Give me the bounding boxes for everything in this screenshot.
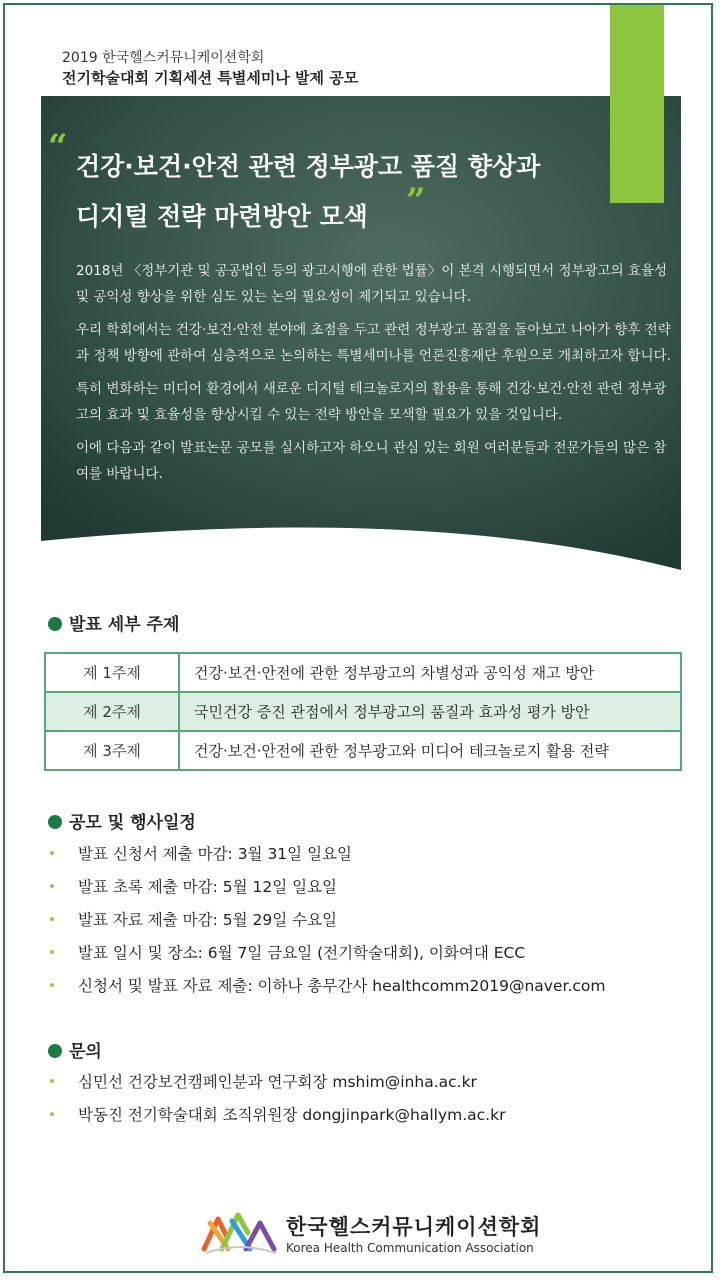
section-contact-heading [48,1037,102,1062]
section-bullet-icon [48,1044,62,1058]
association-logo [200,1205,540,1265]
topic-text: 국민건강 증진 관점에서 정부광고의 품질과 효과성 평가 방안 [179,692,681,731]
table-row [45,731,681,770]
bullet-icon: • [48,913,56,928]
section-bullet-icon [48,815,62,829]
list-item: • 발표 자료 제출 마감: 5월 29일 수요일 [48,904,605,937]
intro-paragraph: 이에 다음과 같이 발표논문 공모를 실시하고자 하오니 관심 있는 회원 여러분들과 전문가들의 많은 참여를 바랍니다. [76,440,667,482]
table-row [45,692,681,731]
topic-text: 건강·보건·안전에 관한 정부광고와 미디어 테크놀로지 활용 전략 [179,731,681,770]
header-event-title: 전기학술대회 기획세션 특별세미나 발제 공모 [62,69,359,87]
intro-paragraph: 2018년 〈정부기관 및 공공법인 등의 광고시행에 관한 법률〉이 본격 시행되면서 정부광고의 효율성 및 공익성 향상을 위한 심도 있는 논의 필요성이 제기되고 있습니다. [76,263,668,305]
section-contact-label: 문의 [69,1042,102,1062]
list-item: • 심민선 건강보건캠페인분과 연구회장 mshim@inha.ac.kr [48,1066,505,1099]
topic-text: 건강·보건·안전에 관한 정부광고의 차별성과 공익성 재고 방안 [179,653,681,692]
bullet-icon: • [48,1075,56,1090]
section-bullet-icon [48,617,62,631]
bullet-icon: • [48,979,56,994]
list-item: • 발표 일시 및 장소: 6월 7일 금요일 (전기학술대회), 이화여대 ECC [48,937,605,970]
list-item: • 발표 신청서 제출 마감: 3월 31일 일요일 [48,838,605,871]
header-society-name: 2019 한국헬스커뮤니케이션학회 [62,50,265,66]
section-topics-label: 발표 세부 주제 [69,615,180,635]
main-title-line1: 건강·보건·안전 관련 정부광고 품질 향상과 [76,152,541,181]
intro-paragraph: 우리 학회에서는 건강·보건·안전 분야에 초점을 두고 관련 정부광고 품질을 돌아보고 나아가 향후 전략과 정책 방향에 관하여 심층적으로 논의하는 특별세미나를 언론진흥재단 후원으로 개최하고자 합니다. [76,322,671,364]
topics-table [44,652,682,771]
bullet-icon: • [48,1108,56,1123]
logo-mark-icon [200,1205,280,1257]
intro-paragraph: 특히 변화하는 미디어 환경에서 새로운 디지털 테크놀로지의 활용을 통해 건강·보건·안전 관련 정부광고의 효과 및 효율성을 향상시킬 수 있는 전략 방안을 모색할 필요가 있을 것입니다. [76,381,667,423]
main-title-line2: 디지털 전략 마련방안 모색 [76,202,368,231]
list-item: • 발표 초록 제출 마감: 5월 12일 일요일 [48,871,605,904]
list-item: • 박동진 전기학술대회 조직위원장 dongjinpark@hallym.ac.kr [48,1099,505,1132]
section-schedule-heading [48,808,196,833]
schedule-list [48,838,605,1003]
list-item: • 신청서 및 발표 자료 제출: 이하나 총무간사 healthcomm2019@naver.com [48,970,605,1003]
topic-label: 제 2주제 [45,692,179,731]
intro-text [76,258,672,494]
topic-label: 제 3주제 [45,731,179,770]
bullet-icon: • [48,847,56,862]
main-title [76,142,636,242]
topic-label: 제 1주제 [45,653,179,692]
logo-name-korean: 한국헬스커뮤니케이션학회 [286,1215,542,1239]
section-schedule-label: 공모 및 행사일정 [69,813,196,833]
close-quote-mark: ” [406,181,426,221]
section-topics-heading [48,610,179,635]
logo-name-english: Korea Health Communication Association [286,1241,534,1255]
bullet-icon: • [48,946,56,961]
bullet-icon: • [48,880,56,895]
table-row [45,653,681,692]
contact-list [48,1066,505,1132]
open-quote-mark: “ [48,127,68,167]
